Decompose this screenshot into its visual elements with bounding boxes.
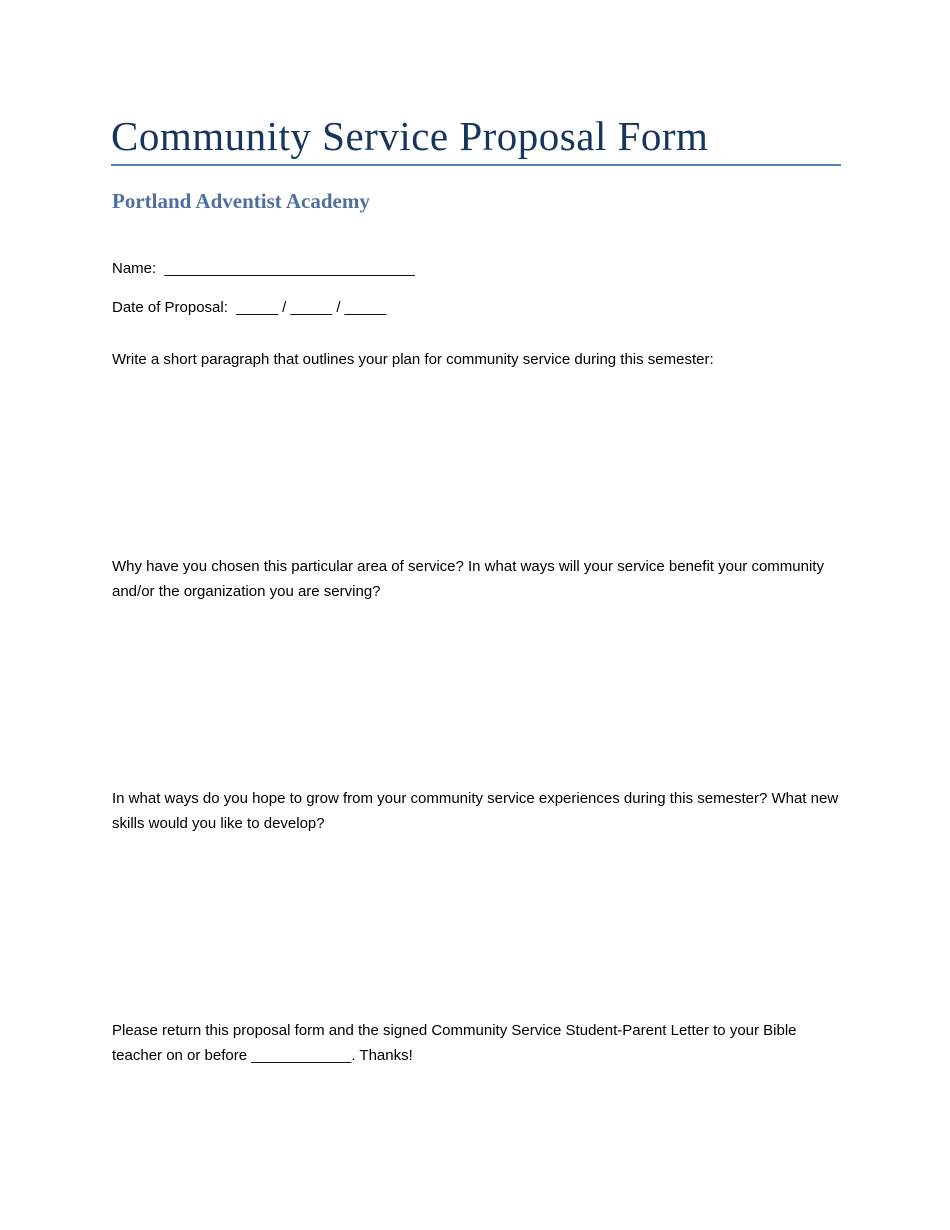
- prompt-grow: In what ways do you hope to grow from your community service experiences during this semester? What new skills would you like to develop?: [112, 790, 839, 832]
- prompt-why: Why have you chosen this particular area of service? In what ways will your service benefit your community and/or the organization you are serving?: [112, 558, 824, 600]
- date-of-proposal-line: Date of Proposal: _____ / _____ / _____: [112, 299, 387, 316]
- school-name: Portland Adventist Academy: [112, 189, 370, 213]
- prompt-plan: Write a short paragraph that outlines your plan for community service during this semester:: [112, 351, 714, 368]
- return-instructions: Please return this proposal form and the signed Community Service Student-Parent Letter to your Bible teacher on or before ____________. Thanks!: [112, 1022, 797, 1064]
- name-field-line: Name: ______________________________: [112, 260, 415, 277]
- form-title: Community Service Proposal Form: [111, 113, 709, 159]
- title-divider: [111, 164, 841, 166]
